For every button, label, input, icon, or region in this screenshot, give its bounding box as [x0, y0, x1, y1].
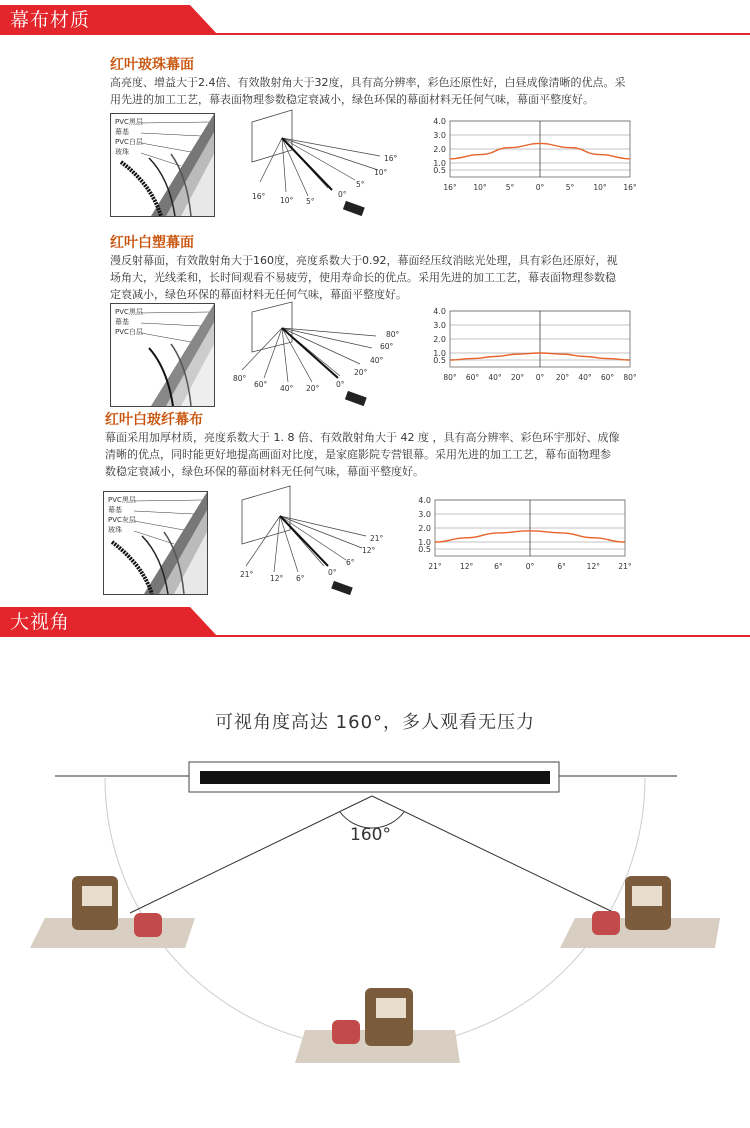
angle-label: 0° — [336, 380, 345, 389]
section-title: 红叶白玻纤幕布 — [105, 412, 203, 428]
x-tick-label: 0° — [535, 373, 545, 382]
angle-label: 21° — [240, 570, 254, 579]
x-tick-label: 16° — [623, 183, 637, 192]
scatter-diagram-svg — [240, 108, 420, 223]
section-desc: 幕面采用加厚材质，亮度系数大于 1. 8 倍、有效散射角大于 42 度 ，具有高分辨率、彩色环宇那好、成像 清晰的优点，同时能更好地提高画面对比度，是家庭影院专营银幕。采用先进的加工工艺，幕布面物理参 数稳定衰减小，绿色环保的幕面材料无任何气味，幕面平整度好。 — [105, 431, 620, 478]
layer-label: PVC黑层 — [115, 308, 143, 316]
angle-label: 60° — [254, 380, 268, 389]
x-tick-label: 5° — [565, 183, 575, 192]
y-tick-label: 3.0 — [433, 131, 446, 140]
screen-surface — [200, 771, 550, 784]
x-tick-label: 0° — [535, 183, 545, 192]
y-tick-label: 0.5 — [418, 545, 431, 554]
x-tick-label: 40° — [578, 373, 592, 382]
angle-label: 5° — [356, 180, 365, 189]
x-tick-label: 60° — [600, 373, 615, 382]
chart-svg — [405, 494, 630, 579]
angle-label: 6° — [296, 574, 305, 583]
layer-label: 玻珠 — [108, 526, 122, 534]
layer-label: 幕基 — [115, 318, 129, 326]
section-desc: 漫反射幕面，有效散射角大于160度，亮度系数大于0.92，幕面经压纹消眩光处理，具有彩色还原好，视 场角大，光线柔和，长时间观看不易疲劳，使用寿命长的优点。采用先进的加工工艺，幕表面物理参数稳 定衰减小，绿色环保的幕面材料无任何气味，幕面平整度好。 — [110, 254, 618, 301]
view-angle-label: 160° — [350, 825, 391, 845]
angle-label: 6° — [346, 558, 355, 567]
x-tick-label: 20° — [555, 373, 570, 382]
angle-label: 0° — [328, 568, 337, 577]
angle-label: 5° — [306, 197, 315, 206]
chart-glass-bead — [420, 115, 635, 200]
x-tick-label: 0° — [525, 562, 535, 571]
section-white-plastic — [110, 234, 630, 303]
y-tick-label: 1.0 — [418, 538, 431, 547]
y-tick-label: 4.0 — [418, 496, 431, 505]
angle-label: 20° — [354, 368, 368, 377]
y-tick-label: 2.0 — [418, 524, 431, 533]
angle-label: 80° — [233, 374, 247, 383]
section-desc: 高亮度、增益大于2.4倍、有效散射角大于32度，具有高分辨率，彩色还原性好，白昼成像清晰的优点。采 用先进的加工工艺，幕表面物理参数稳定衰减小，绿色环保的幕面材料无任何气味，幕面平整度好。 — [110, 76, 626, 106]
scatter-diagram — [228, 484, 418, 599]
section-title: 红叶玻珠幕面 — [110, 57, 194, 73]
angle-label: 80° — [386, 330, 400, 339]
layer-label: PVC白层 — [115, 328, 143, 336]
x-tick-label: 12° — [460, 562, 474, 571]
x-tick-label: 21° — [428, 562, 442, 571]
view-angle-illustration — [0, 708, 750, 1128]
x-tick-label: 80° — [443, 373, 457, 382]
angle-label: 60° — [380, 342, 394, 351]
layer-label: PVC灰层 — [108, 516, 136, 524]
x-tick-label: 12° — [586, 562, 600, 571]
angle-label: 12° — [362, 546, 376, 555]
x-tick-label: 80° — [623, 373, 637, 382]
section-glass-bead — [110, 56, 630, 108]
layer-diagram — [103, 491, 208, 595]
x-tick-label: 10° — [473, 183, 487, 192]
angle-label: 0° — [338, 190, 347, 199]
banner-rule — [0, 33, 750, 35]
banner-title: 幕布材质 — [10, 9, 91, 31]
scatter-diagram — [230, 300, 420, 415]
angle-label: 20° — [306, 384, 320, 393]
angle-label: 16° — [384, 154, 398, 163]
scatter-diagram — [240, 108, 420, 223]
x-tick-label: 20° — [510, 373, 525, 382]
banner-rule — [0, 635, 750, 637]
y-tick-label: 3.0 — [433, 321, 446, 330]
x-tick-label: 40° — [488, 373, 502, 382]
layer-diagram — [110, 113, 215, 217]
x-tick-label: 6° — [557, 562, 566, 571]
layer-diagram — [110, 303, 215, 407]
view-angle-headline: 可视角度高达 160°，多人观看无压力 — [214, 712, 536, 733]
y-tick-label: 1.0 — [433, 159, 446, 168]
y-tick-label: 2.0 — [433, 335, 446, 344]
chart-svg — [420, 115, 635, 200]
y-tick-label: 4.0 — [433, 307, 446, 316]
x-tick-label: 6° — [494, 562, 503, 571]
angle-label: 21° — [370, 534, 384, 543]
chair-scene-bottom — [295, 988, 460, 1063]
chart-svg — [420, 305, 635, 390]
x-tick-label: 60° — [465, 373, 480, 382]
scatter-diagram-svg — [228, 484, 418, 599]
layer-label: 幕基 — [115, 128, 129, 136]
angle-label: 10° — [280, 196, 294, 205]
angle-label: 40° — [370, 356, 384, 365]
banner-title: 大视角 — [10, 611, 71, 633]
angle-label: 40° — [280, 384, 294, 393]
y-tick-label: 4.0 — [433, 117, 446, 126]
x-tick-label: 5° — [505, 183, 515, 192]
angle-label: 16° — [252, 192, 266, 201]
layer-label: 幕基 — [108, 506, 122, 514]
chair-scene-right — [560, 876, 720, 948]
chart-white-fiberglass — [405, 494, 630, 579]
section-title: 红叶白塑幕面 — [110, 235, 194, 251]
scatter-diagram-svg — [230, 300, 420, 415]
y-tick-label: 2.0 — [433, 145, 446, 154]
section-banner-view-angle — [0, 607, 750, 637]
view-line-left — [130, 796, 372, 913]
section-white-fiberglass — [105, 411, 640, 480]
x-tick-label: 10° — [593, 183, 607, 192]
chart-white-plastic — [420, 305, 635, 390]
layer-label: PVC白层 — [115, 138, 143, 146]
section-banner-material — [0, 5, 750, 35]
angle-label: 12° — [270, 574, 284, 583]
chair-scene-left — [30, 876, 195, 948]
layer-label: PVC黑层 — [115, 118, 143, 126]
layer-label: 玻珠 — [115, 148, 129, 156]
x-tick-label: 21° — [618, 562, 632, 571]
x-tick-label: 16° — [443, 183, 457, 192]
view-line-right — [372, 796, 615, 913]
y-tick-label: 3.0 — [418, 510, 431, 519]
y-tick-label: 1.0 — [433, 349, 446, 358]
y-tick-label: 0.5 — [433, 166, 446, 175]
layer-label: PVC黑层 — [108, 496, 136, 504]
y-tick-label: 0.5 — [433, 356, 446, 365]
angle-label: 10° — [374, 168, 388, 177]
